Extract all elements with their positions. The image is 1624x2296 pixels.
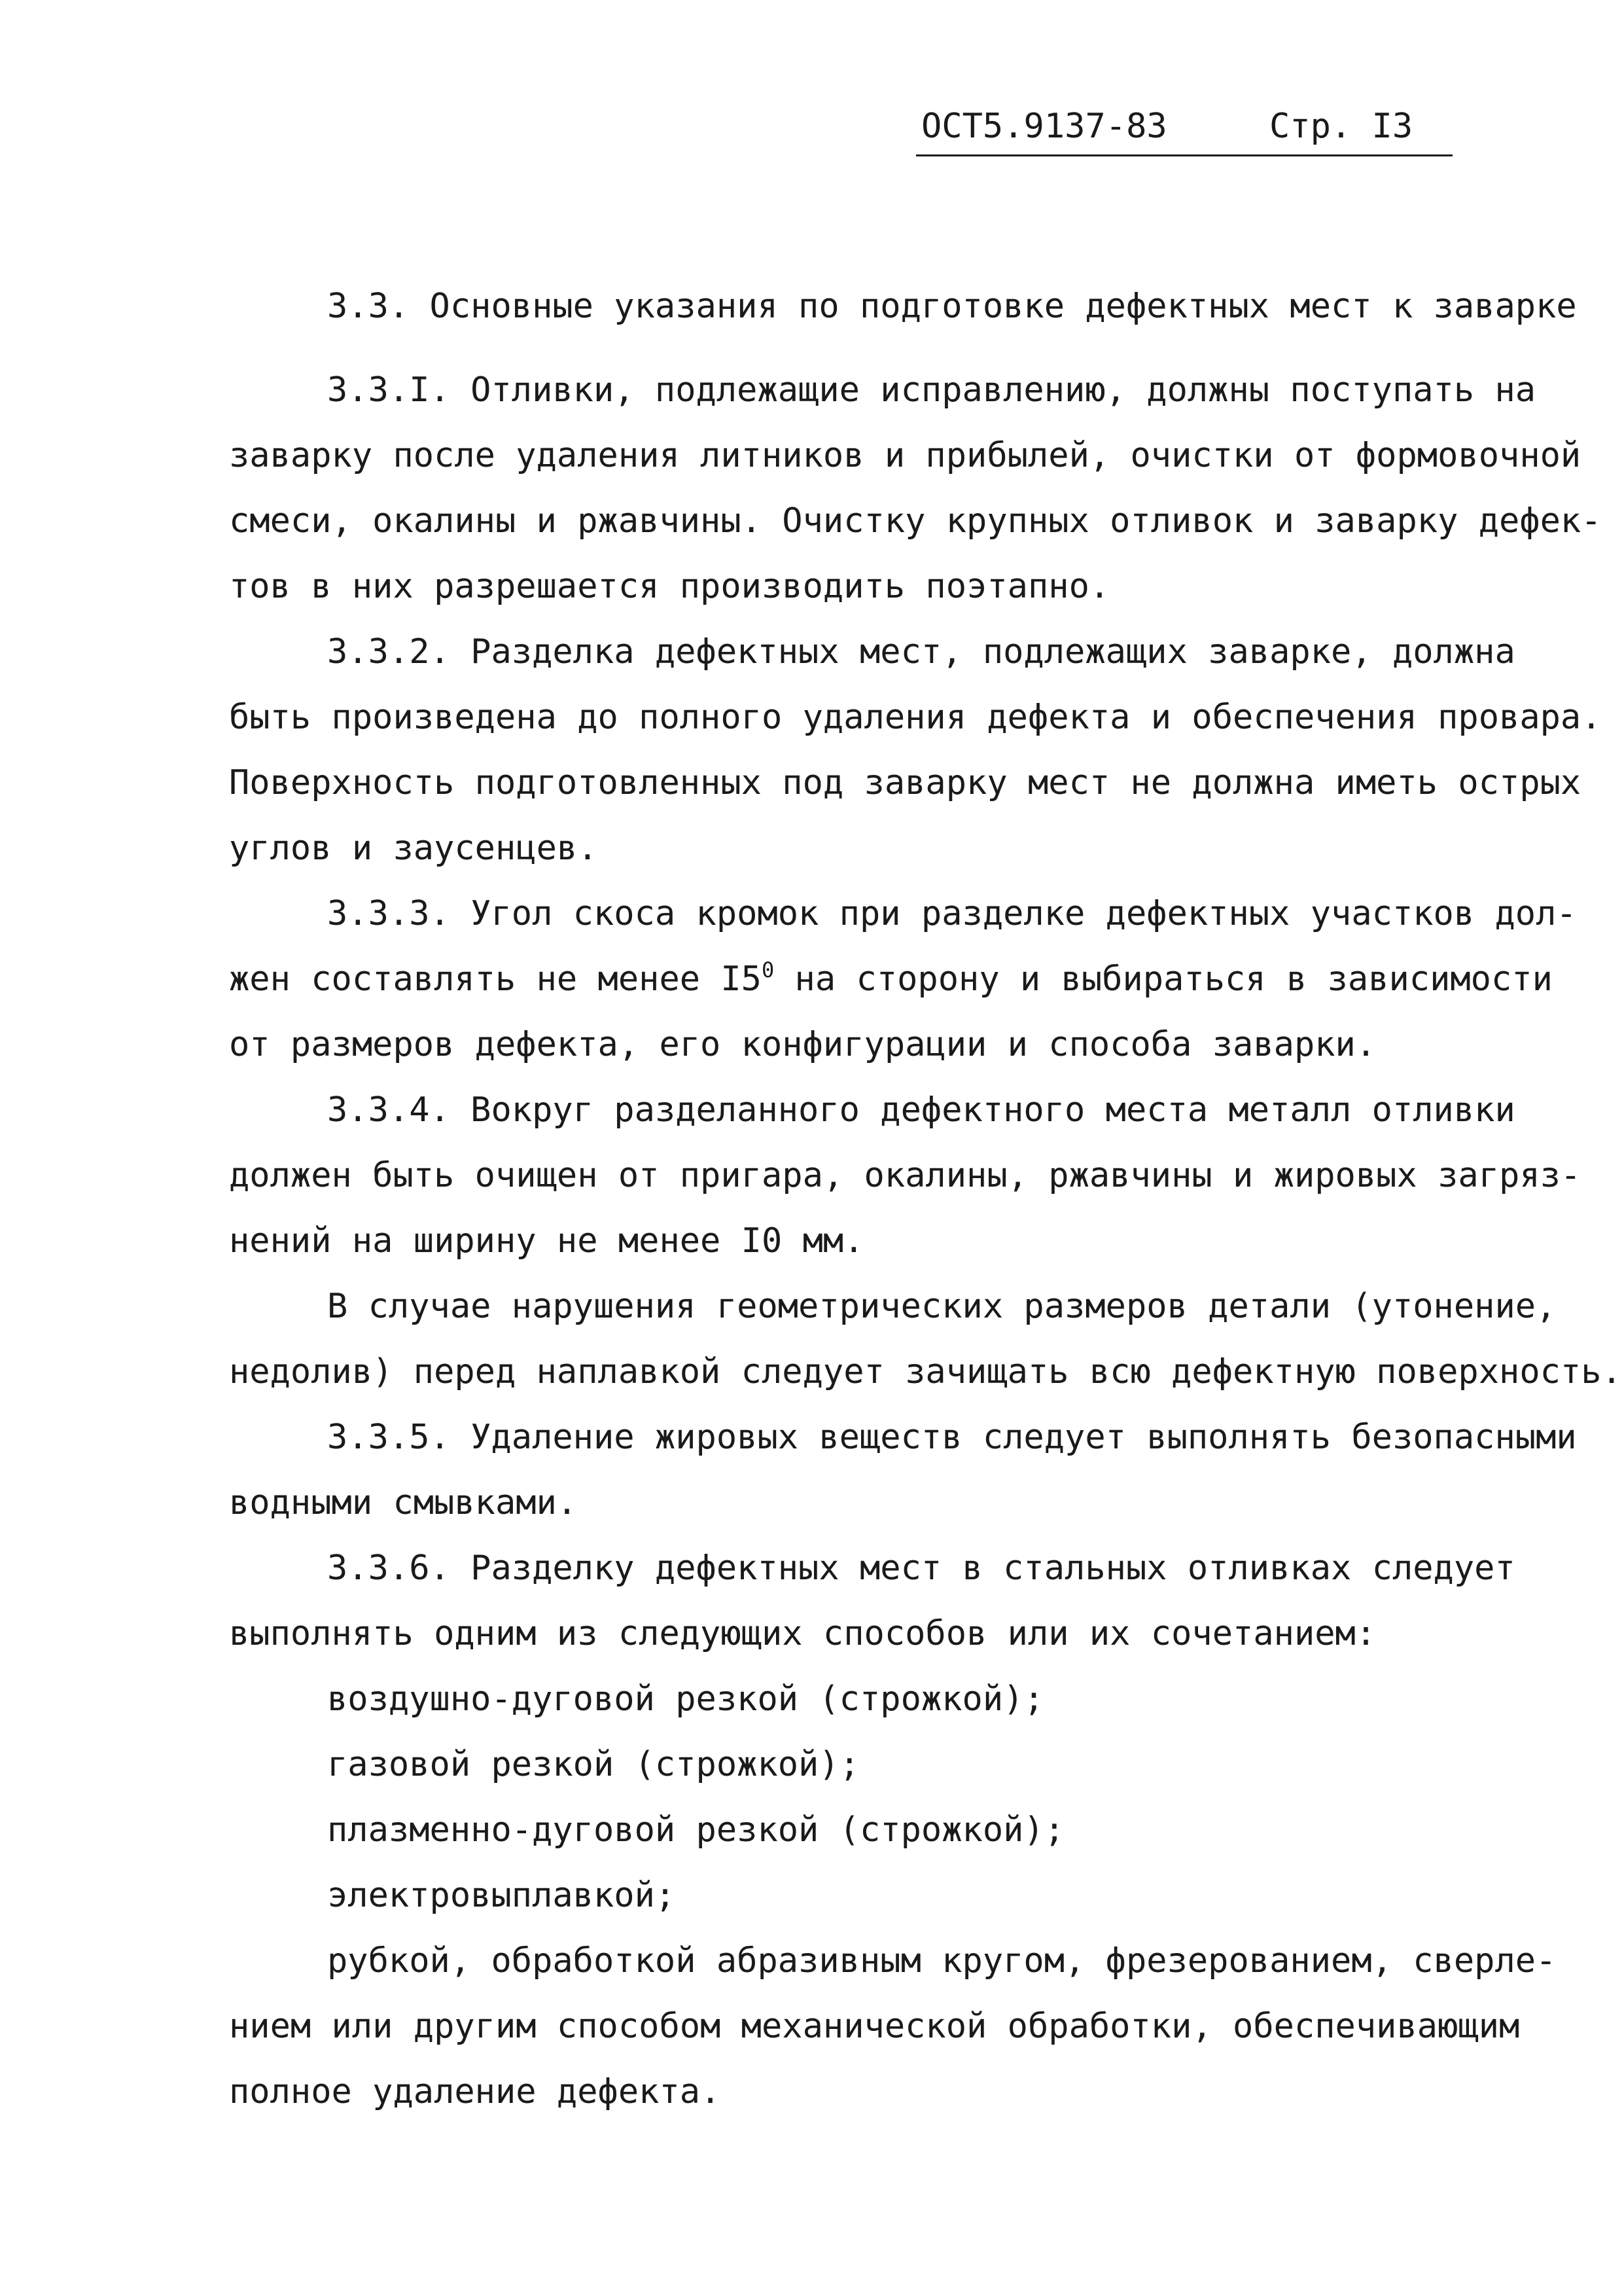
text-line: 3.3.I. Отливки, подлежащие исправлению, должны поступать на (327, 370, 1536, 410)
text-line: нений на ширину не менее I0 мм. (229, 1221, 864, 1261)
text-line: недолив) перед наплавкой следует зачищать всю дефектную поверхность. (229, 1352, 1622, 1391)
text-line: 3.3.3. Угол скоса кромок при разделке дефектных участков дол- (327, 894, 1577, 933)
text-line: заварку после удаления литников и прибылей, очистки от формовочной (229, 436, 1581, 475)
list-item: воздушно-дуговой резкой (строжкой); (327, 1679, 1044, 1719)
text-line: 3.3.6. Разделку дефектных мест в стальных отливках следует (327, 1549, 1515, 1588)
text-line: тов в них разрешается производить поэтапно. (229, 567, 1110, 606)
text-segment: жен составлять не менее I5 (229, 960, 762, 999)
text-line: нием или другим способом механической обработки, обеспечивающим (229, 2007, 1520, 2046)
page-number: Стр. I3 (1269, 107, 1413, 146)
text-line: должен быть очищен от пригара, окалины, ржавчины и жировых загряз- (229, 1156, 1581, 1195)
text-line: углов и заусенцев. (229, 829, 598, 868)
text-line: смеси, окалины и ржавчины. Очистку крупных отливок и заварку дефек- (229, 501, 1602, 541)
text-line: водными смывками. (229, 1483, 578, 1522)
text-line: от размеров дефекта, его конфигурации и способа заварки. (229, 1025, 1377, 1064)
text-line (229, 960, 1553, 999)
document-code: ОСТ5.9137-83 (921, 107, 1167, 146)
text-line: Поверхность подготовленных под заварку мест не должна иметь острых (229, 763, 1581, 802)
list-item: плазменно-дуговой резкой (строжкой); (327, 1810, 1065, 1850)
list-item: газовой резкой (строжкой); (327, 1745, 860, 1784)
list-item: рубкой, обработкой абразивным кругом, фрезерованием, сверле- (327, 1941, 1557, 1981)
page-header (916, 98, 1453, 156)
text-line: 3.3.2. Разделка дефектных мест, подлежащих заварке, должна (327, 632, 1515, 672)
text-line: быть произведена до полного удаления дефекта и обеспечения провара. (229, 698, 1602, 737)
text-line: 3.3.4. Вокруг разделанного дефектного места металл отливки (327, 1090, 1515, 1130)
list-item: электровыплавкой; (327, 1876, 676, 1915)
text-line: 3.3.5. Удаление жировых веществ следует выполнять безопасными (327, 1418, 1577, 1457)
section-title: 3.3. Основные указания по подготовке дефектных мест к заварке (327, 287, 1577, 326)
text-line: В случае нарушения геометрических размеров детали (утонение, (327, 1287, 1557, 1326)
degree-superscript: 0 (761, 958, 775, 982)
text-line: выполнять одним из следующих способов или их сочетанием: (229, 1614, 1377, 1653)
text-segment: на сторону и выбираться в зависимости (774, 960, 1553, 999)
text-line: полное удаление дефекта. (229, 2072, 721, 2111)
